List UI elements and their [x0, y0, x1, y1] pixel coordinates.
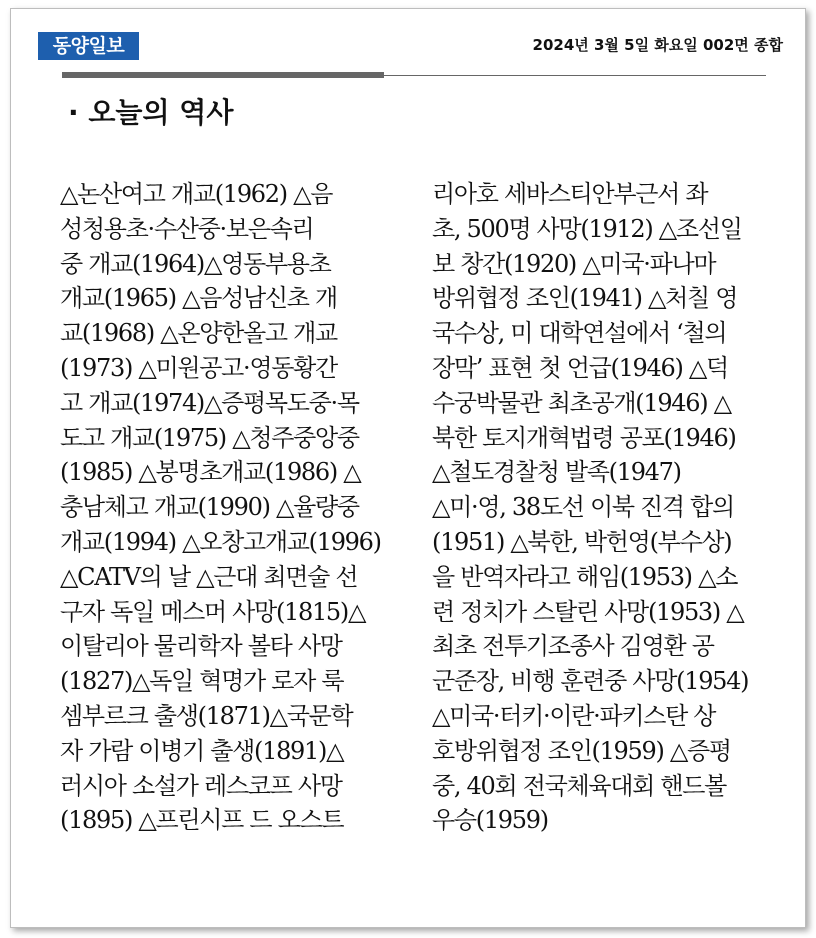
dateline: 2024년 3월 5일 화요일 002면 종합	[532, 36, 783, 54]
text-line: 련 정치가 스탈린 사망(1953) △	[432, 597, 744, 626]
text-line: △미·영, 38도선 이북 진격 합의	[432, 493, 734, 522]
text-line: △철도경찰청 발족(1947)	[432, 458, 681, 487]
header-rule-thick	[62, 72, 384, 78]
section-title: · 오늘의 역사	[68, 96, 234, 129]
text-line: 호방위협정 조인(1959) △증평	[432, 736, 731, 765]
text-line: 국수상, 미 대학연설에서 ‘철의	[432, 319, 727, 348]
text-line: (1827)△독일 혁명가 로자 룩	[60, 667, 344, 696]
text-line: 고 개교(1974)△증평목도중·목	[60, 388, 359, 417]
text-line: 방위협정 조인(1941) △처칠 영	[432, 284, 738, 313]
text-line: 최초 전투기조종사 김영환 공	[432, 632, 714, 661]
text-line: (1973) △미원공고·영동황간	[60, 353, 337, 382]
article-column-right	[432, 177, 772, 877]
text-line: 중, 40회 전국체육대회 핸드볼	[432, 771, 726, 800]
text-line: 개교(1994) △오창고개교(1996)	[60, 527, 381, 556]
text-line: 러시아 소설가 레스코프 사망	[60, 771, 342, 800]
text-line: 군준장, 비행 훈련중 사망(1954)	[432, 667, 749, 696]
text-line: (1895) △프린시프 드 오스트	[60, 806, 344, 835]
text-line: 셈부르크 출생(1871)△국문학	[60, 701, 353, 730]
text-line: (1985) △봉명초개교(1986) △	[60, 458, 361, 487]
text-line: 충남체고 개교(1990) △율량중	[60, 493, 359, 522]
text-line: 도고 개교(1975) △청주중앙중	[60, 423, 359, 452]
text-line: 성청용초·수산중·보은속리	[60, 214, 314, 243]
text-line: 자 가람 이병기 출생(1891)△	[60, 736, 344, 765]
text-line: 이탈리아 물리학자 볼타 사망	[60, 632, 342, 661]
text-line: 장막’ 표현 첫 언급(1946) △덕	[432, 353, 728, 382]
text-line: 보 창간(1920) △미국·파나마	[432, 249, 716, 278]
newspaper-logo: 동양일보	[38, 32, 139, 60]
text-line: 초, 500명 사망(1912) △조선일	[432, 214, 742, 243]
text-line: 북한 토지개혁법령 공포(1946)	[432, 423, 736, 452]
text-line: 개교(1965) △음성남신초 개	[60, 284, 337, 313]
text-line: 리아호 세바스티안부근서 좌	[432, 180, 708, 208]
text-line: △CATV의 날 △근대 최면술 선	[60, 562, 358, 591]
text-line: △미국·터키·이란·파키스탄 상	[432, 701, 716, 730]
text-line: 중 개교(1964)△영동부용초	[60, 249, 331, 278]
text-line: 수궁박물관 최초공개(1946) △	[432, 388, 731, 417]
text-line: △논산여고 개교(1962) △음	[60, 180, 333, 208]
text-line: (1951) △북한, 박헌영(부수상)	[432, 527, 732, 556]
text-line: 구자 독일 메스머 사망(1815)△	[60, 597, 366, 626]
text-line: 교(1968) △온양한올고 개교	[60, 319, 337, 348]
text-line: 을 반역자라고 해임(1953) △소	[432, 562, 738, 591]
header-rule-thin	[384, 75, 766, 76]
article-column-left	[60, 177, 400, 877]
text-line: 우승(1959)	[432, 806, 548, 835]
